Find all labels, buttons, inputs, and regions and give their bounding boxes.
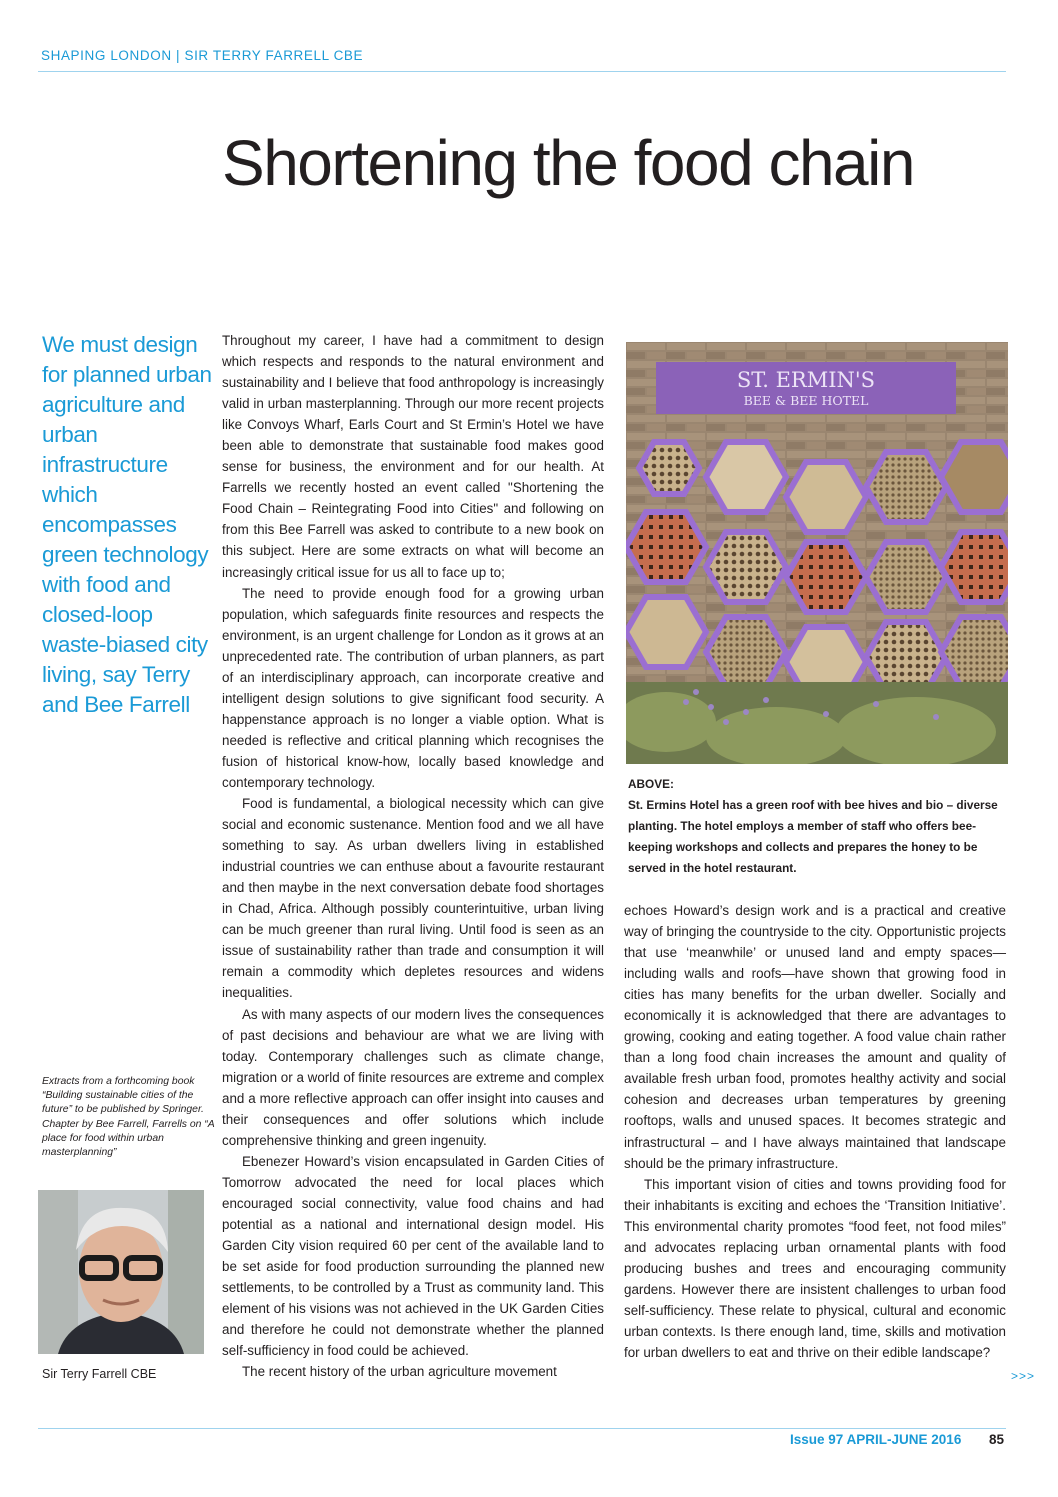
body-paragraph: The recent history of the urban agriculture movement (242, 1364, 557, 1380)
caption-text: St. Ermins Hotel has a green roof with bee hives and bio – diverse planting. The hotel employs a member of staff who offers bee-keeping workshops and collects and prepares the honey to be served in the hotel restaurant. (628, 798, 998, 875)
sign-line-1: ST. ERMIN'S (736, 368, 876, 392)
body-column-2 (624, 900, 1006, 1363)
running-head: SHAPING LONDON | SIR TERRY FARRELL CBE (41, 48, 364, 63)
body-paragraph: As with many aspects of our modern lives the consequences of past decisions and behaviour are what we are living with today. Contemporary challenges such as climate change, migration or a world of finite resources are extreme and complex and a more reflective approach can offer insight into causes and their consequences and offer solutions which include comprehensive thinking and green ingenuity. (222, 1006, 604, 1148)
photo-caption (628, 774, 1004, 879)
portrait-caption: Sir Terry Farrell CBE (42, 1367, 157, 1381)
continued-marker: >>> (1011, 1369, 1036, 1383)
body-paragraph: Ebenezer Howard’s vision encapsulated in Garden Cities of Tomorrow advocated the need for local places which encouraged social connectivity, value food chains and had potential as a national and international design model. His Garden City vision required 60 per cent of the available land to be set aside for food production surrounding the planned new settlements, to be controlled by a Trust as community land. This element of his visions was not achieved in the UK Garden Cities and therefore he could not demonstrate whether the planned self-sufficiency in food could be achieved. (222, 1153, 604, 1359)
bee-hotel-photo (626, 342, 1008, 764)
sign-line-2: BEE & BEE HOTEL (743, 393, 869, 408)
header-divider (38, 71, 1006, 72)
standfirst: We must design for planned urban agriculture and urban infrastructure which encompasses green technology with food and closed-loop waste-biased city living, say Terry and Bee Farrell (42, 332, 212, 717)
article-title: Shortening the food chain (222, 127, 914, 199)
issue-label: Issue 97 APRIL-JUNE 2016 (790, 1432, 962, 1447)
body-paragraph: The need to provide enough food for a growing urban population, which safeguards finite resources and respects the environment, is an urgent challenge for London as it grows at an unprecedented rate. The contribution of urban planners, as part of an interdisciplinary approach, can incorporate creative and intelligent design solutions to give significant food security. A happenstance approach is no longer a viable option. What is needed is reflective and critical planning which recognises the fusion of historical know-how, locally based knowledge and contemporary technology. (222, 585, 604, 790)
bee-hotel-illustration (626, 342, 1008, 764)
body-paragraph: Throughout my career, I have had a commitment to design which respects and responds to the natural environment and sustainability and I believe that food anthropology is increasingly valid in urban masterplanning. Through our more recent projects like Convoys Wharf, Earls Court and St Ermin’s Hotel we have been able to demonstrate that sustainable food makes good sense for business, the environment and for our health. At Farrells we recently hosted an event called "Shortening the Food Chain – Reintegrating Food into Cities" and following on from this Bee Farrell was asked to contribute to a new book on this subject. Here are some extracts on what will become an increasingly critical issue for us all to face up to; (222, 333, 604, 580)
body-paragraph: echoes Howard’s design work and is a practical and creative way of bringing the countryside to the city. Opportunistic projects that use ‘meanwhile’ or unused land and empty spaces—including walls and roofs—have shown that growing food in cities has many benefits for the urban dweller. Socially and economically it is acknowledged that there are advantages to growing, cooking and eating together. A food value chain rather than a long food chain increases the amount and quality of available fresh urban food, promotes healthy activity and social cohesion and decreases urban temperatures by greening rooftops, walls and unused spaces. It becomes strategic and infrastructural – and I have always maintained that landscape should be the primary infrastructure. (624, 903, 1006, 1171)
source-note: Extracts from a forthcoming book “Building sustainable cities of the future” to be published by Springer. Chapter by Bee Farrell, Farrells on “A place for food within urban masterplanning” (42, 1076, 215, 1159)
portrait-illustration (38, 1190, 204, 1354)
author-portrait (38, 1190, 204, 1354)
footer-divider (38, 1428, 1006, 1429)
caption-label: ABOVE: (628, 777, 674, 791)
page-number: 85 (989, 1432, 1005, 1447)
body-paragraph: This important vision of cities and towns providing food for their inhabitants is exciting and echoes the ‘Transition Initiative’. This environmental charity promotes “food feet, not food miles” and advocates replacing urban ornamental plants with food producing bushes and trees and encouraging community gardens. However there are insistent challenges to urban food self-sufficiency. These relate to physical, cultural and economic urban contexts. Is there enough land, time, skills and motivation for urban dwellers to eat and thrive on their edible landscape? (624, 1176, 1006, 1360)
body-column-1 (222, 330, 604, 1382)
body-paragraph: Food is fundamental, a biological necessity which can give social and economic sustenance. Mention food and we all have something to say. As urban dwellers living in established industrial countries we can enthuse about a favourite restaurant and then maybe in the next conversation debate food shortages in Chad, Africa. Although possibly counterintuitive, urban living can be much greener than rural living. Until food is seen as an issue of sustainability rather than trade and consumption it will remain a commodity which depletes resources and widens inequalities. (222, 796, 604, 1001)
